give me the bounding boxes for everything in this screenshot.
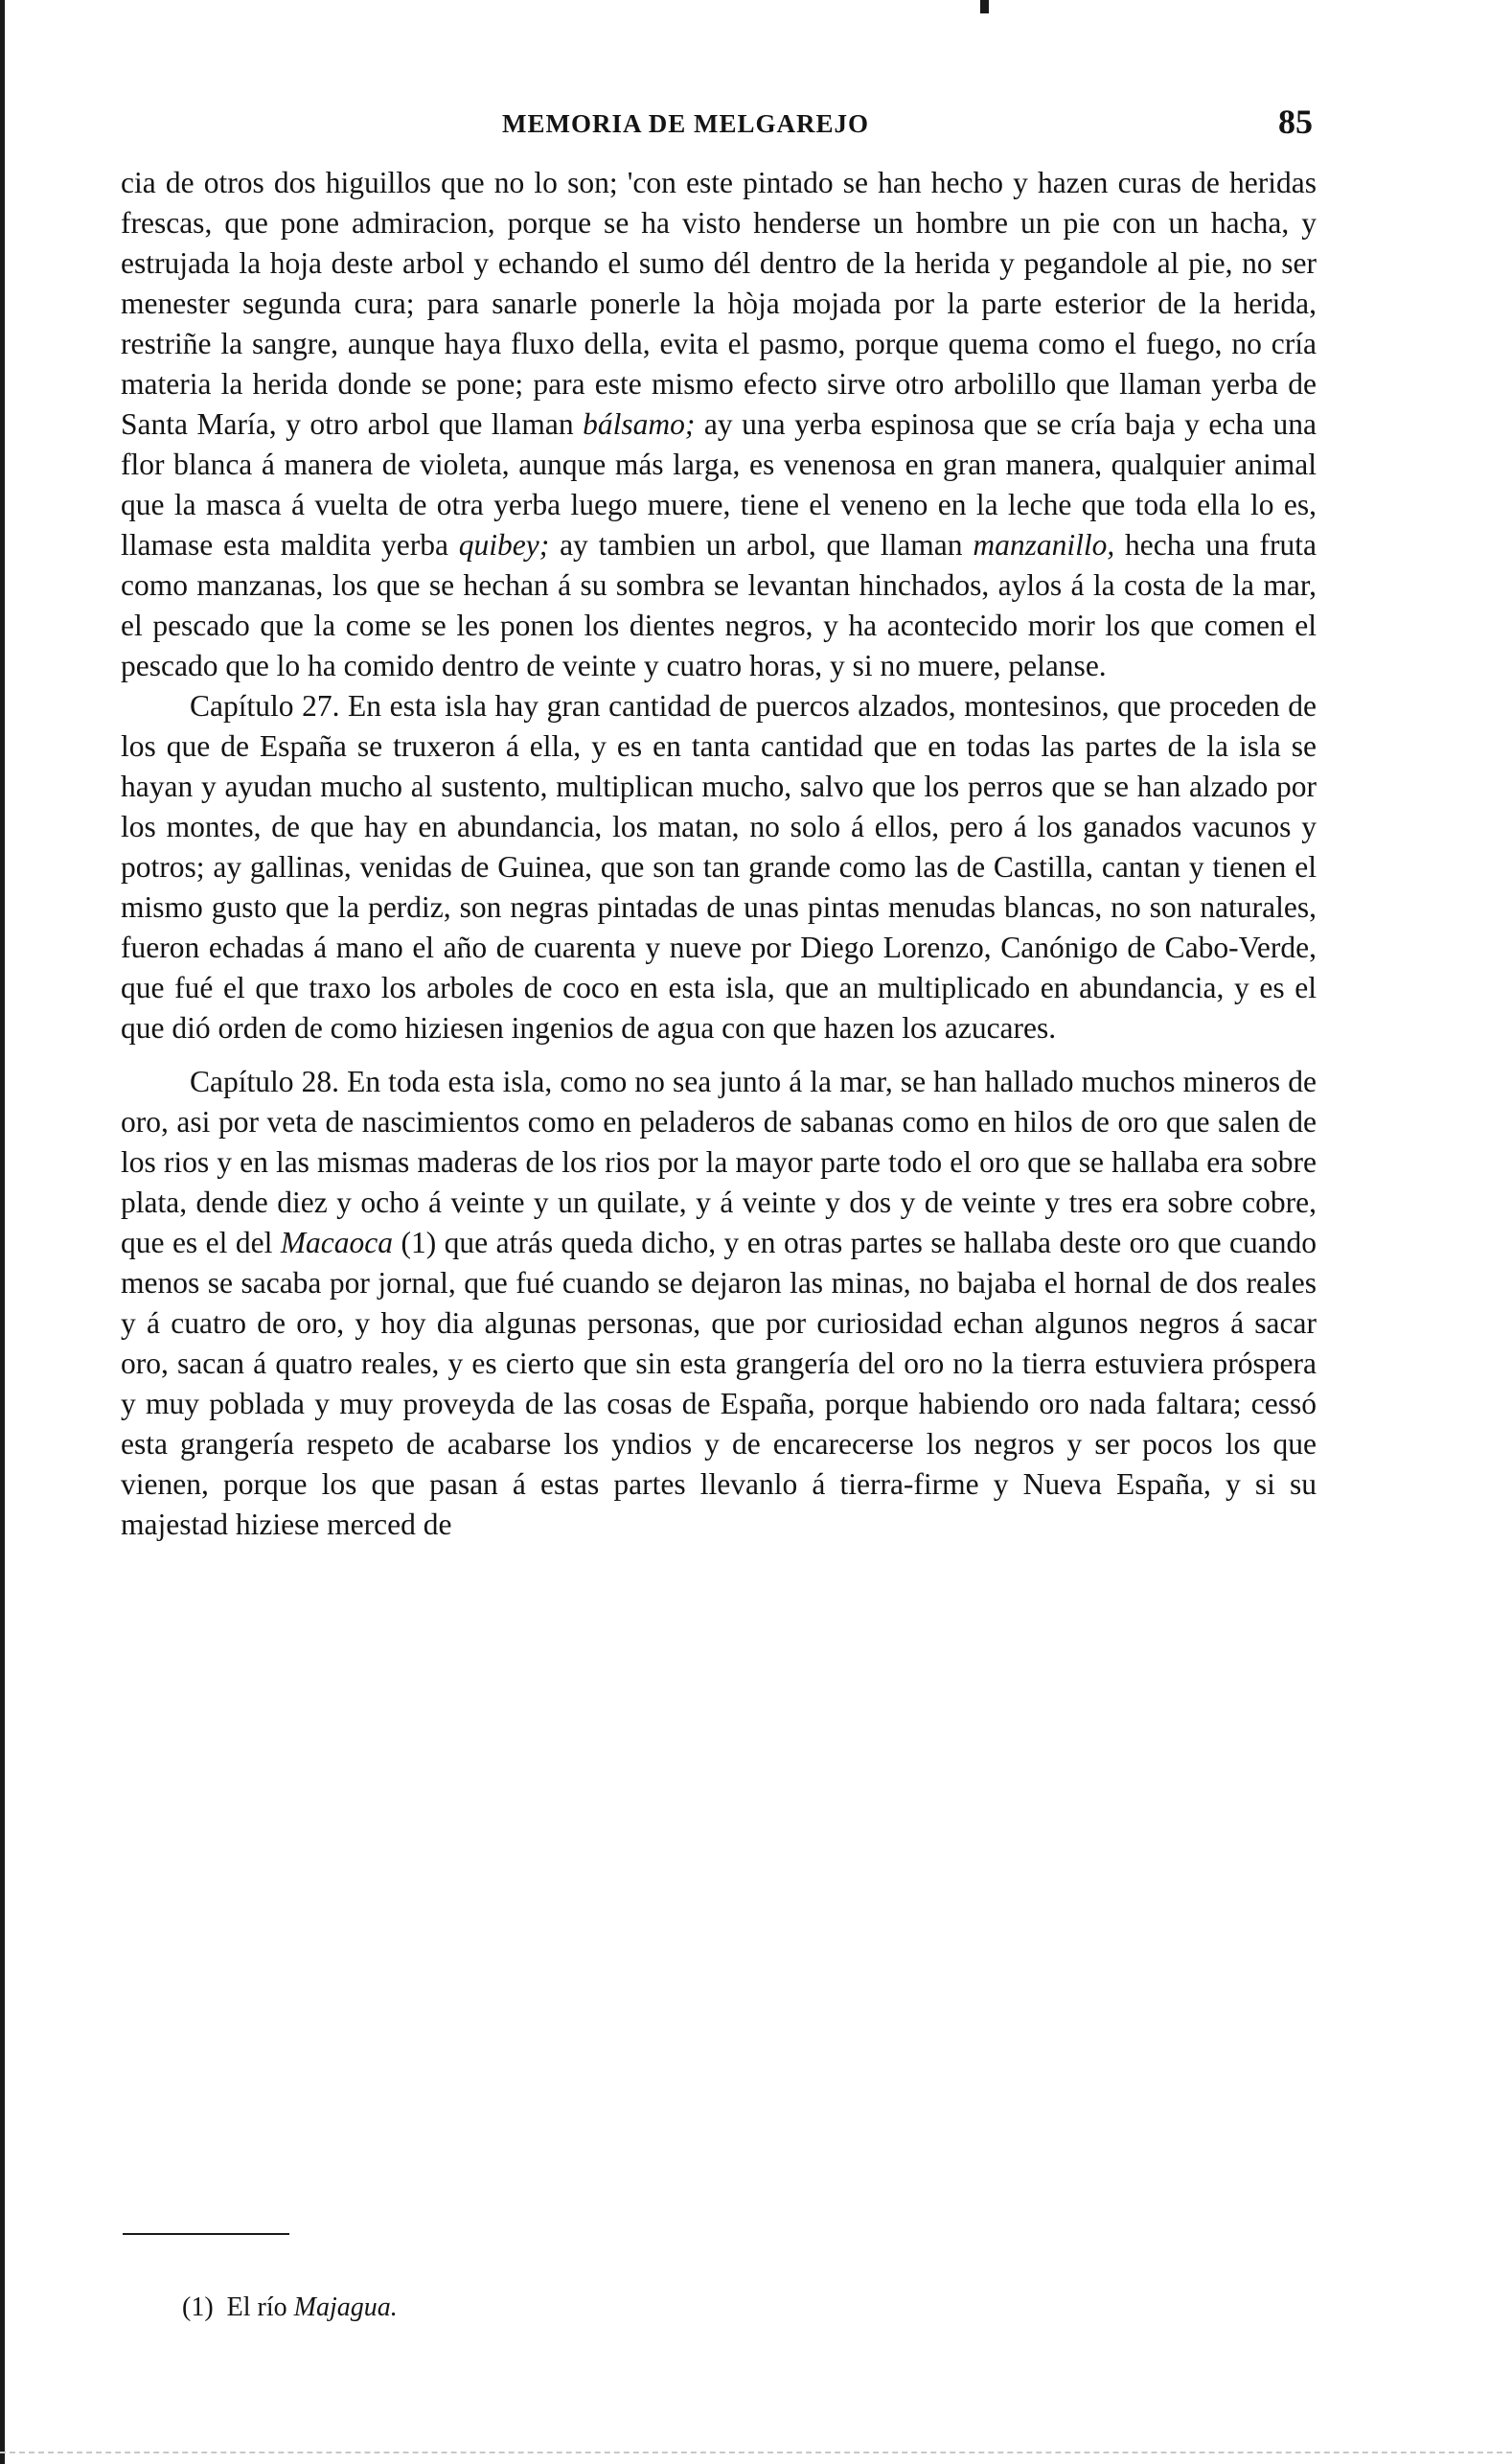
scan-mark	[980, 0, 989, 13]
footnote-italic: Majagua.	[293, 2292, 398, 2322]
italic-term-manzanillo: manzanillo,	[973, 528, 1115, 562]
scan-bottom-edge	[0, 2452, 1512, 2455]
paragraph-3-text-b: (1) que atrás queda dicho, y en otras partes se hallaba deste oro que cuando menos se sacaba por jornal, que fué cuando se dejaron las minas, no bajaba el hornal de dos reales y á cuatro de oro, y hoy dia algunas personas, que por curiosidad echan algunos negros á sacar oro, sacan á quatro reales, y es cierto que sin esta grangería del oro no la tierra estuviera próspera y muy poblada y muy proveyda de las cosas de España, porque habiendo oro nada faltara; cessó esta grangería respeto de acabarse los yndios y de encarecerse los negros y ser pocos los que vienen, porque los que pasan á estas partes llevanlo á tierra-firme y Nueva España, y si su majestad hiziese merced de	[121, 1226, 1317, 1541]
running-head: MEMORIA DE MELGAREJO	[502, 109, 870, 138]
paragraph-1-text-c: ay tambien un arbol, que llaman	[560, 528, 963, 562]
paragraph-1	[121, 163, 1317, 686]
italic-term-balsamo: bálsamo;	[583, 407, 696, 441]
footnote	[182, 2292, 398, 2323]
paragraph-2: Capítulo 27. En esta isla hay gran cantidad de puercos alzados, montesinos, que proceden de los que de España se truxeron á ella, y es en tanta cantidad que en todas las partes de la isla se hayan y ayudan mucho al sustento, multiplican mucho, salvo que los perros que se han alzado por los montes, de que hay en abundancia, los matan, no solo á ellos, pero á los ganados vacunos y potros; ay gallinas, venidas de Guinea, que son tan grande como las de Castilla, cantan y tienen el mismo gusto que la perdiz, son negras pintadas de unas pintas menudas blancas, no son naturales, fueron echadas á mano el año de cuarenta y nueve por Diego Lorenzo, Canónigo de Cabo-Verde, que fué el que traxo los arboles de coco en esta isla, que an multiplicado en abundancia, y es el que dió orden de como hiziesen ingenios de agua con que hazen los azucares.	[121, 689, 1317, 1045]
body-text	[121, 163, 1317, 1545]
italic-term-quibey: quibey;	[458, 528, 550, 562]
book-page	[121, 96, 1317, 1545]
paragraph-1-text-a: cia de otros dos higuillos que no lo son; 'con este pintado se han hecho y hazen curas de heridas frescas, que pone admiracion, porque se ha visto henderse un hombre un pie con un hacha, y estrujada la hoja deste arbol y echando el sumo dél dentro de la herida y pegandole al pie, no ser menester segunda cura; para sanarle ponerle la hòja mojada por la parte esterior de la herida, restriñe la sangre, aunque haya fluxo della, evita el pasmo, porque quema como el fuego, no cría materia la herida donde se pone; para este mismo efecto sirve otro arbolillo que llaman yerba de Santa María, y otro arbol que llaman	[121, 166, 1317, 441]
paragraph-3-text-a: Capítulo 28. En toda esta isla, como no sea junto á la mar, se han hallado muchos mineros de oro, asi por veta de nascimientos como en peladeros de sabanas como en hilos de oro que salen de los rios y en las mismas maderas de los rios por la mayor parte todo el oro que se hallaba era sobre plata, dende diez y ocho á veinte y un quilate, y á veinte y dos y de veinte y tres era sobre cobre, que es el del	[121, 1065, 1317, 1259]
paragraph-1-text-d: hecha una fruta como manzanas, los que se hechan á su sombra se levantan hinchados, aylos á la costa de la mar, el pescado que la come se les ponen los dientes negros, y ha acontecido morir los que comen el pescado que lo ha comido dentro de veinte y cuatro horas, y si no muere, pelanse.	[121, 528, 1317, 682]
footnote-marker: (1)	[182, 2292, 214, 2322]
page-number: 85	[1278, 103, 1313, 141]
footnote-text: El río	[226, 2292, 287, 2322]
footnote-rule	[123, 2233, 289, 2235]
paragraph-3	[121, 1062, 1317, 1545]
paragraph-1-text-b: ay una yerba espinosa que se cría baja y echa una flor blanca á manera de violeta, aunque más larga, es venenosa en gran manera, qualquier animal que la masca á vuelta de otra yerba luego muere, tiene el veneno en la leche que toda ella lo es, llamase esta maldita yerba	[121, 407, 1317, 562]
italic-term-macaoca: Macaoca	[280, 1226, 394, 1259]
page-header	[121, 96, 1317, 157]
scan-edge	[0, 0, 5, 2464]
